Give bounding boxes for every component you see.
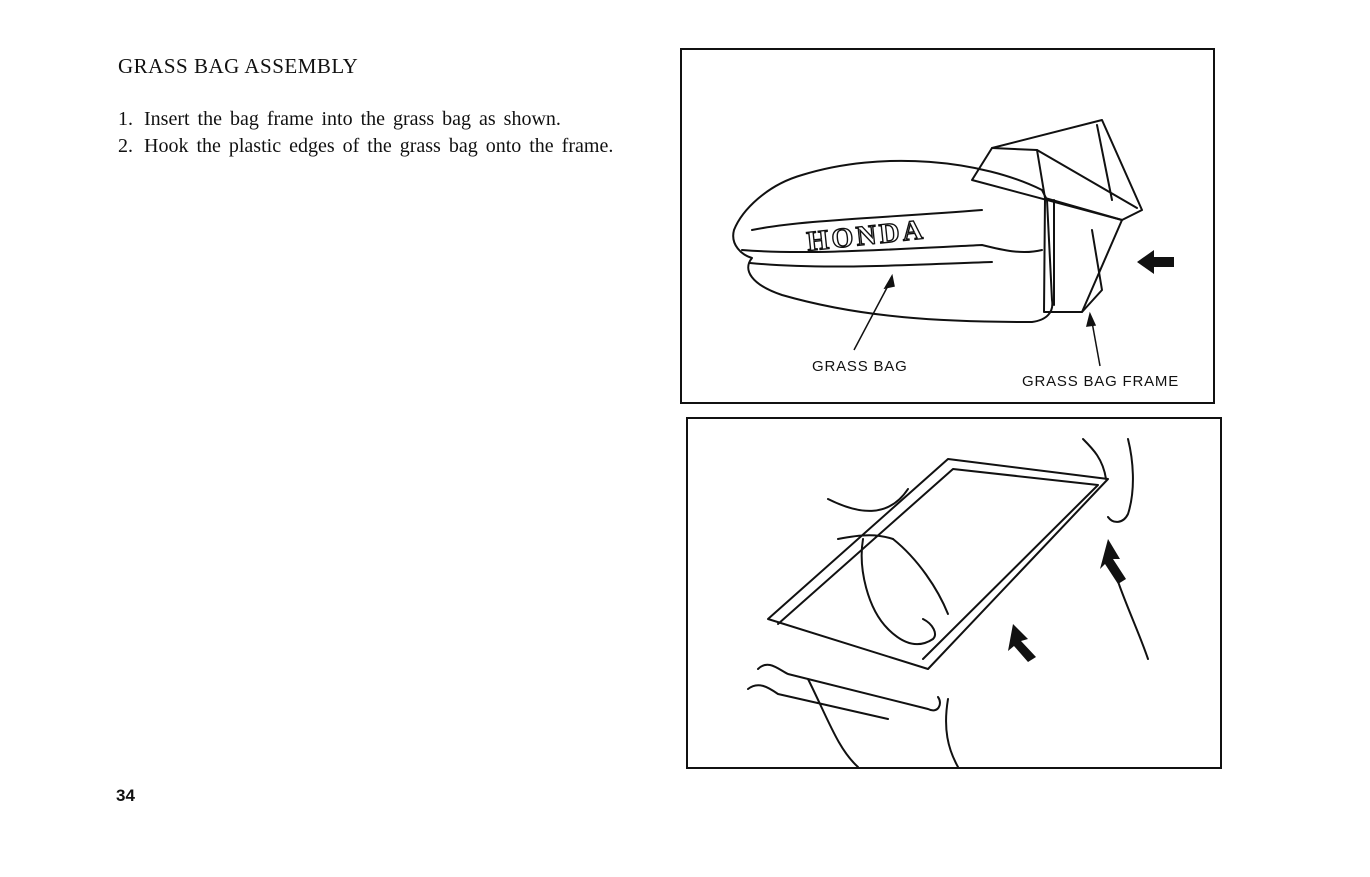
label-grass-bag-frame: GRASS BAG FRAME: [1022, 373, 1180, 390]
leader-line-frame: [1092, 322, 1100, 366]
direction-arrow-icon: [1100, 539, 1126, 584]
instruction-step: [118, 106, 648, 133]
bag-frame-illustration: [682, 50, 1213, 402]
section-title: GRASS BAG ASSEMBLY: [118, 54, 359, 78]
figure-hooking-bag-edges: [686, 417, 1222, 769]
direction-arrow-icon: [1137, 250, 1174, 274]
instruction-list: [118, 106, 648, 160]
step-text: Insert the bag frame into the grass bag as shown.: [144, 108, 561, 130]
page-number: 34: [116, 786, 135, 805]
step-number: 2.: [118, 135, 133, 157]
hooking-illustration: [688, 419, 1220, 767]
bag-brand-text: HONDA: [805, 214, 928, 258]
direction-arrow-icon: [1008, 624, 1036, 662]
step-number: 1.: [118, 108, 133, 130]
label-grass-bag: GRASS BAG: [812, 358, 908, 375]
step-text: Hook the plastic edges of the grass bag onto the frame.: [144, 135, 614, 157]
figure-grass-bag-frame: [680, 48, 1215, 404]
instruction-step: [118, 133, 648, 160]
